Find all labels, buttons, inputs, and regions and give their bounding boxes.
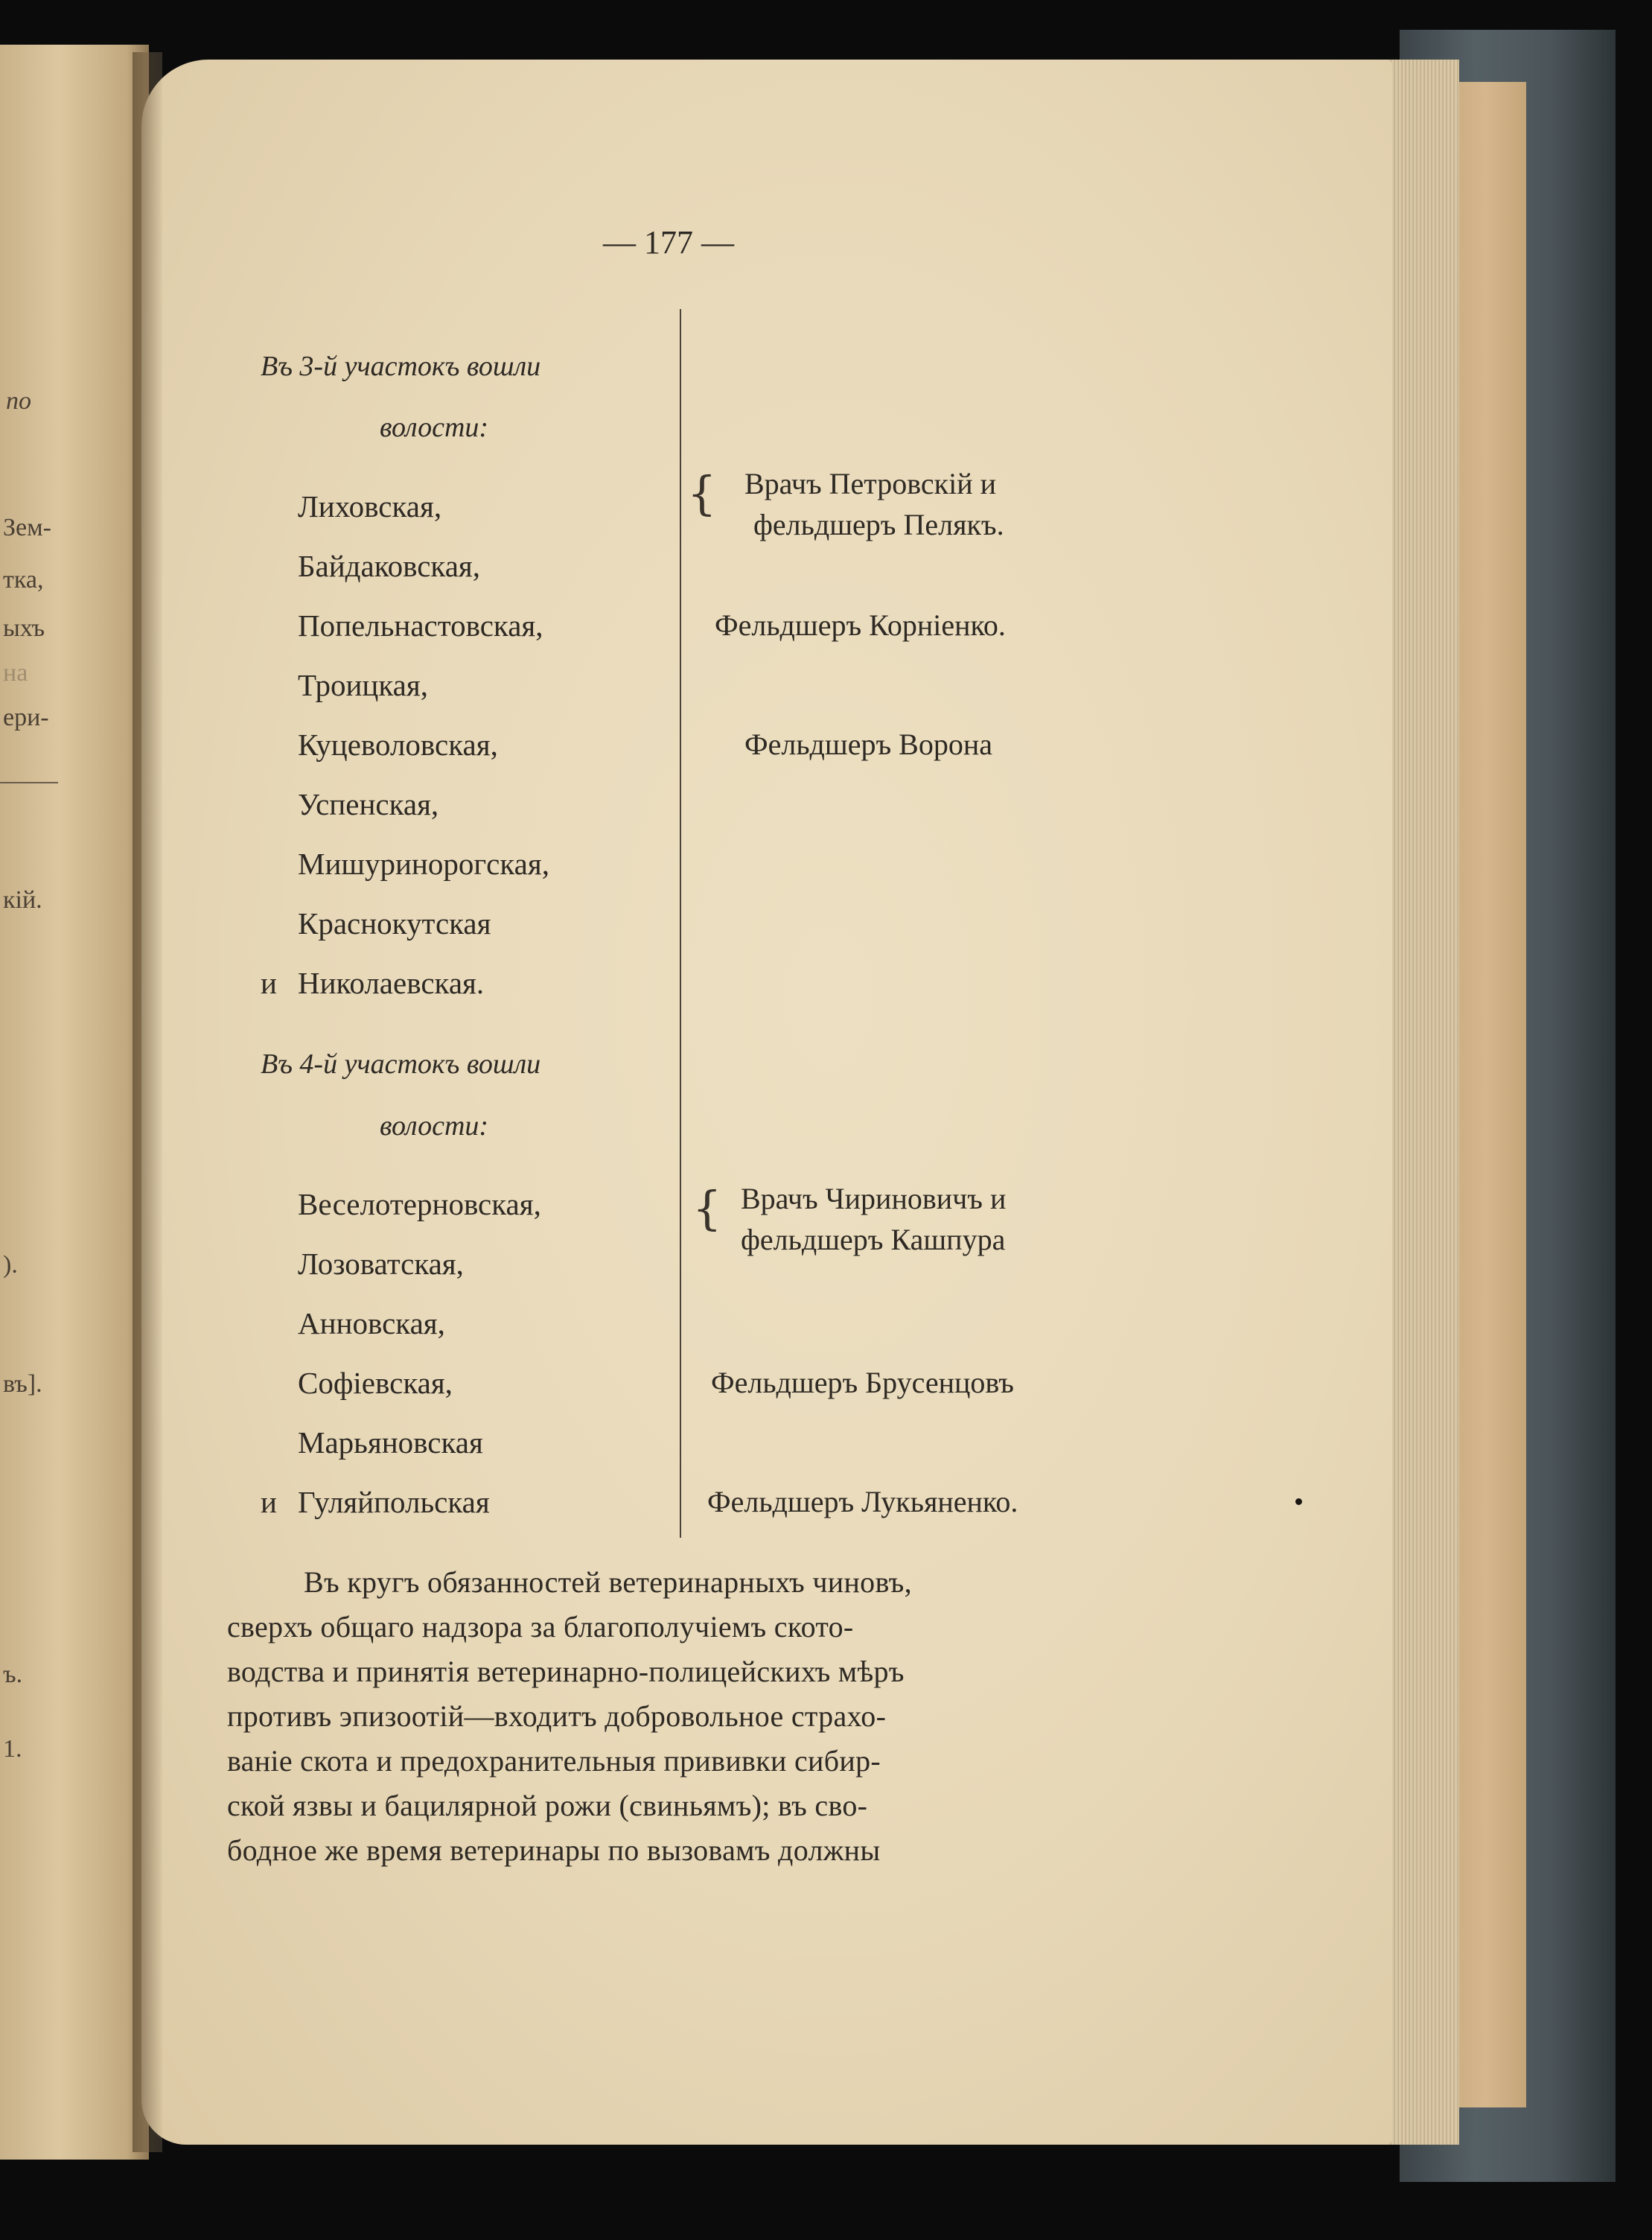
gutter-shadow [133,52,162,2152]
staff-entry: Фельдшеръ Лукьяненко. [707,1485,1018,1518]
section3-heading: Въ 3-й участокъ вошли [261,351,541,382]
staff-entry: фельдшеръ Пелякъ. [753,508,1004,541]
volost-item: Попельнастовская, [298,608,543,643]
left-fragment: кій. [3,886,42,914]
volost-item: Успенская, [298,787,439,821]
paragraph-line: противъ эпизоотій—входитъ добровольное страхо- [227,1699,887,1733]
left-rule [0,782,58,783]
volost-item: Мишуринорогская, [298,847,549,881]
volost-item: Веселотерновская, [298,1187,541,1221]
staff-entry: Врачъ Чириновичъ и [741,1182,1007,1215]
left-fragment: ыхъ [3,614,45,642]
staff-entry: Фельдшеръ Корніенко. [715,608,1006,642]
ink-speck [1295,1498,1302,1505]
brace-icon: { [692,1181,722,1235]
volost-item: Софіевская, [298,1366,453,1400]
left-page-edge [0,45,149,2160]
left-fragment: 1. [3,1735,22,1763]
left-fragment: Зем- [3,514,51,541]
staff-entry: Фельдшеръ Брусенцовъ [711,1366,1014,1399]
volost-item: Николаевская. [298,966,485,1000]
volost-item: Куцеволовская, [298,728,498,762]
volost-item: Краснокутская [298,906,491,941]
staff-entry: Врачъ Петровскій и [744,467,997,500]
left-fragment: ери- [3,704,49,731]
paragraph-line: ваніе скота и предохранительныя прививки сибир- [227,1744,881,1778]
paragraph-line: ской язвы и бацилярной рожи (свиньямъ); въ сво- [227,1789,868,1822]
left-fragment: ъ. [3,1661,23,1688]
volost-item: Лиховская, [298,489,442,524]
left-fragment: ). [3,1251,18,1279]
left-fragment: тка, [3,566,44,594]
conjunction: и [261,966,277,1000]
staff-entry: фельдшеръ Кашпура [741,1223,1006,1256]
paragraph-line: бодное же время ветеринары по вызовамъ должны [227,1833,881,1867]
volost-item: Байдаковская, [298,549,480,583]
volost-item: Анновская, [298,1306,445,1340]
page-number: — 177 — [603,224,734,261]
column-divider [680,309,681,1538]
section3-heading-cont: волости: [380,412,489,443]
left-fragment: на [3,659,28,687]
volost-item: Лозоватская, [298,1247,464,1281]
volost-item: Гуляйпольская [298,1485,490,1519]
staff-entry: Фельдшеръ Ворона [744,728,992,761]
section4-heading: Въ 4-й участокъ вошли [261,1049,541,1080]
section4-heading-cont: волости: [380,1110,489,1142]
left-fragment: по [6,387,31,415]
volost-item: Троицкая, [298,668,428,702]
paragraph-line: Въ кругъ обязанностей ветеринарныхъ чиновъ, [304,1565,912,1599]
brace-icon: { [687,466,717,521]
paragraph-line: сверхъ общаго надзора за благополучіемъ ското- [227,1610,854,1644]
conjunction: и [261,1485,277,1519]
left-fragment: въ]. [3,1370,42,1398]
volost-item: Марьяновская [298,1425,483,1460]
paragraph-line: водства и принятія ветеринарно-полицейскихъ мѣръ [227,1655,905,1688]
